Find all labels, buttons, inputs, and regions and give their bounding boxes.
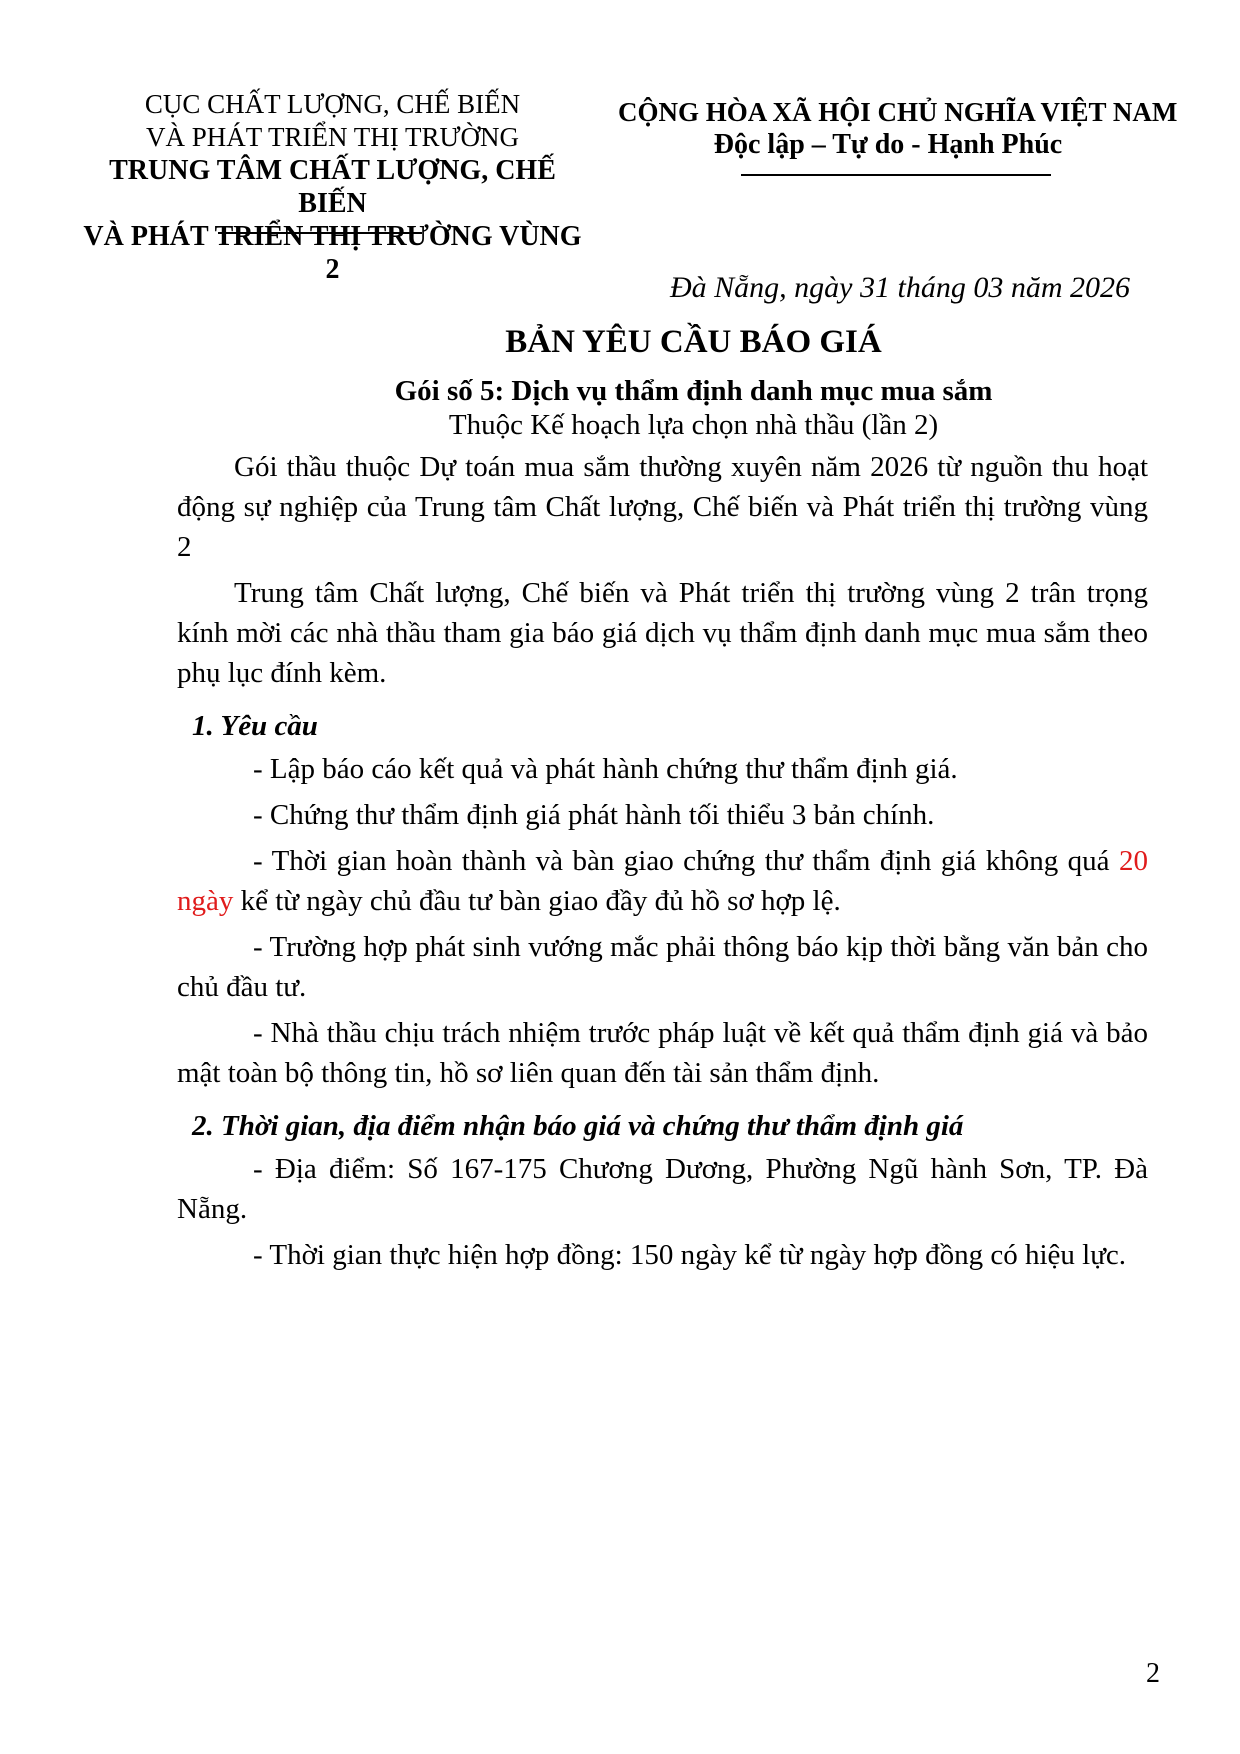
requirement-item-3-text-after: kể từ ngày chủ đầu tư bàn giao đầy đủ hồ sơ hợp lệ. [233, 885, 841, 917]
contract-duration-item: - Thời gian thực hiện hợp đồng: 150 ngày kể từ ngày hợp đồng có hiệu lực. [253, 1239, 1127, 1271]
parent-agency-line-1: CỤC CHẤT LƯỢNG, CHẾ BIẾN [144, 89, 521, 119]
issuing-agency-underline [218, 232, 422, 234]
page-number: 2 [1146, 1658, 1160, 1689]
plan-subtitle: Thuộc Kế hoạch lựa chọn nhà thầu (lần 2) [448, 409, 939, 441]
national-motto-underline [741, 174, 1051, 176]
document-body [177, 447, 1148, 1281]
section-2-heading: 2. Thời gian, địa điểm nhận báo giá và chứng thư thẩm định giá [192, 1110, 964, 1142]
place-date-line: Đà Nẵng, ngày 31 tháng 03 năm 2026 [670, 271, 1130, 304]
national-motto: Độc lập – Tự do - Hạnh Phúc [713, 129, 1063, 160]
requirement-item-1: - Lập báo cáo kết quả và phát hành chứng thư thẩm định giá. [253, 753, 958, 785]
issuing-agency-block [80, 88, 585, 286]
package-subtitle: Gói số 5: Dịch vụ thẩm định danh mục mua sắm [394, 375, 993, 407]
intro-paragraph-2: Trung tâm Chất lượng, Chế biến và Phát triển thị trường vùng 2 trân trọng kính mời các nhà thầu tham gia báo giá dịch vụ thẩm định danh mục mua sắm theo phụ lục đính kèm. [177, 577, 1148, 689]
requirement-item-3 [177, 841, 1148, 921]
section-1-heading: 1. Yêu cầu [192, 710, 318, 742]
issuing-agency-line-1: TRUNG TÂM CHẤT LƯỢNG, CHẾ BIẾN [109, 155, 556, 219]
requirement-item-3-text-before: - Thời gian hoàn thành và bàn giao chứng thư thẩm định giá không quá [253, 845, 1119, 877]
requirement-item-5: - Nhà thầu chịu trách nhiệm trước pháp luật về kết quả thẩm định giá và bảo mật toàn bộ thông tin, hồ sơ liên quan đến tài sản thẩm định. [177, 1017, 1148, 1089]
parent-agency-line-2: VÀ PHÁT TRIỂN THỊ TRƯỜNG [146, 122, 519, 152]
document-title: BẢN YÊU CẦU BÁO GIÁ [505, 324, 882, 360]
requirement-item-2: - Chứng thư thẩm định giá phát hành tối thiểu 3 bản chính. [253, 799, 935, 831]
requirement-item-4: - Trường hợp phát sinh vướng mắc phải thông báo kịp thời bằng văn bản cho chủ đầu tư. [177, 931, 1148, 1003]
national-header-block [618, 95, 1178, 161]
intro-paragraph-1: Gói thầu thuộc Dự toán mua sắm thường xuyên năm 2026 từ nguồn thu hoạt động sự nghiệp của Trung tâm Chất lượng, Chế biến và Phát triển thị trường vùng 2 [177, 451, 1148, 563]
location-item: - Địa điểm: Số 167-175 Chương Dương, Phường Ngũ hành Sơn, TP. Đà Nẵng. [177, 1153, 1148, 1225]
requirement-item-3-deadline-highlight: 20 ngày [177, 845, 1148, 917]
issuing-agency-line-2: VÀ PHÁT TRIỂN THỊ TRƯỜNG VÙNG 2 [83, 221, 582, 285]
national-title: CỘNG HÒA XÃ HỘI CHỦ NGHĨA VIỆT NAM [618, 97, 1178, 127]
